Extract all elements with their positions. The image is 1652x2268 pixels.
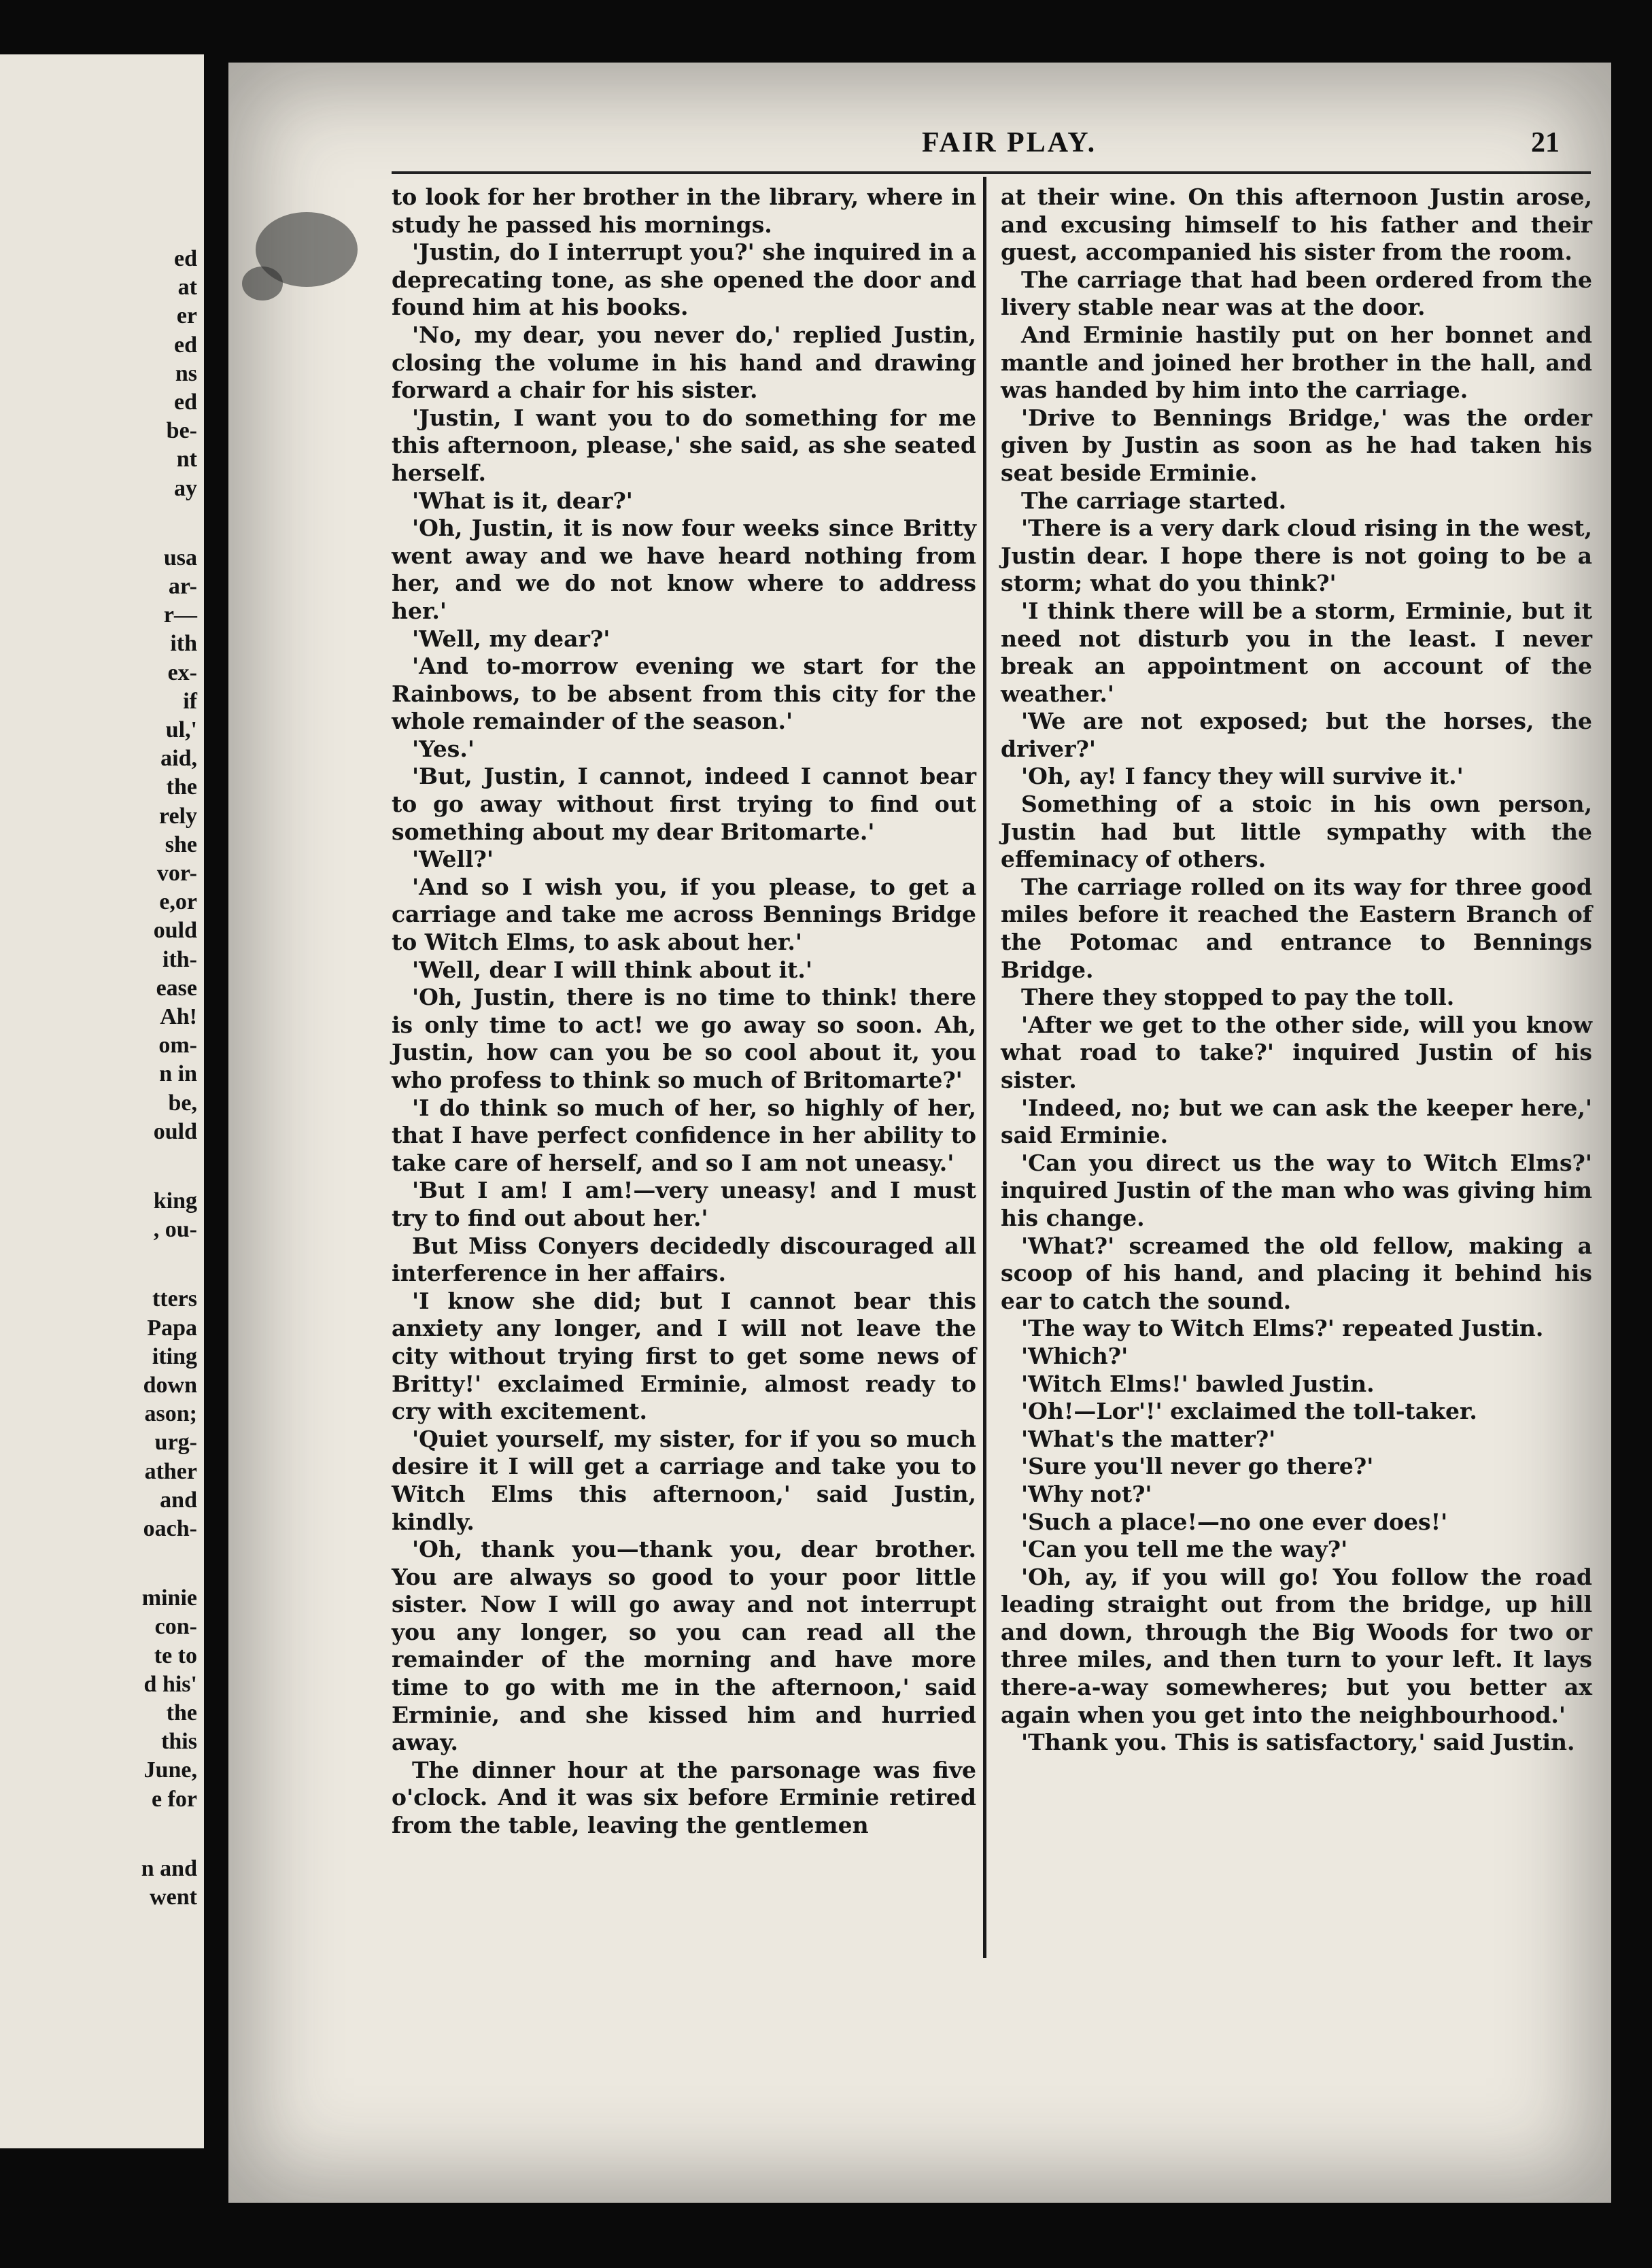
fragment-line: be- (166, 418, 197, 444)
paragraph: 'Justin, do I interrupt you?' she inquired in a deprecating tone, as she opened the door and found him at his books. (392, 239, 976, 321)
fragment-line: e,or (159, 889, 197, 915)
running-title: FAIR PLAY. (922, 127, 1097, 158)
paragraph: 'And so I wish you, if you please, to get a carriage and take me across Bennings Bridge to Witch Elms, to ask about her.' (392, 873, 976, 956)
fragment-line: minie (141, 1585, 197, 1611)
fragment-line: om- (158, 1033, 197, 1059)
fragment-line: con- (154, 1614, 197, 1640)
paragraph: The carriage started. (1021, 487, 1287, 514)
paragraph: But Miss Conyers decidedly discouraged all interference in her affairs. (392, 1232, 976, 1287)
fragment-line: nt (176, 447, 197, 472)
fragment-line: ar- (168, 574, 197, 599)
fragment-line: went (150, 1885, 197, 1910)
paragraph: 'Thank you. This is satisfactory,' said Justin. (1021, 1729, 1575, 1756)
paragraph: 'Can you tell me the way?' (1021, 1536, 1348, 1563)
header-rule (392, 171, 1591, 174)
paragraph: The carriage that had been ordered from the livery stable near was at the door. (1001, 266, 1592, 321)
fragment-line: king (153, 1188, 197, 1214)
fragment-line: ease (156, 975, 197, 1001)
paragraph: 'I think there will be a storm, Erminie, but it need not disturb you in the least. I never break an appointment on account of the weather.' (1001, 597, 1592, 707)
ink-blot (242, 267, 283, 300)
fragment-line: urg- (154, 1430, 197, 1456)
fragment-line: this (161, 1729, 197, 1755)
fragment-line: r— (163, 602, 197, 628)
fragment-line: June, (143, 1757, 197, 1783)
paragraph: 'Well, dear I will think about it.' (412, 956, 812, 983)
paragraph: to look for her brother in the library, where in study he passed his mornings. (392, 184, 976, 238)
paragraph: 'Well?' (412, 846, 494, 873)
paragraph: 'Oh, Justin, it is now four weeks since Britty went away and we have heard nothing from her, and we do not know where to address her.' (392, 515, 976, 624)
text-column-left (392, 184, 976, 1840)
paragraph: 'Justin, I want you to do something for me this afternoon, please,' she said, as she seated herself. (392, 404, 976, 486)
paragraph: at their wine. On this afternoon Justin arose, and excusing himself to his father and their guest, accompanied his sister from the room. (1001, 184, 1592, 266)
fragment-line: n in (159, 1061, 197, 1087)
text-column-right (1001, 184, 1592, 1757)
fragment-line: ather (144, 1458, 197, 1484)
fragment-line: e for (151, 1786, 197, 1812)
page-number: 21 (1531, 127, 1560, 158)
fragment-line: she (165, 831, 197, 857)
fragment-line: ex- (167, 659, 197, 685)
fragment-line: rely (158, 803, 197, 829)
fragment-line: vor- (156, 861, 197, 886)
paragraph: 'Sure you'll never go there?' (1021, 1453, 1374, 1480)
paragraph: 'What's the matter?' (1021, 1425, 1276, 1452)
paragraph: 'Well, my dear?' (412, 625, 610, 652)
fragment-line: iting (152, 1343, 197, 1369)
fragment-line: te to (154, 1643, 197, 1668)
paragraph: 'But I am! I am!—very uneasy! and I must try to find out about her.' (392, 1177, 976, 1231)
fragment-line: ould (153, 918, 197, 944)
fragment-line: ed (174, 390, 197, 415)
fragment-line: and (160, 1487, 197, 1513)
fragment-line: tters (152, 1286, 197, 1312)
paragraph: 'Oh, ay, if you will go! You follow the road leading straight out from the bridge, up hill and down, through the Big Woods for two or three miles, and then turn to your left. It lays there-a-way somewheres; but you better ax again when you get into the neighbourhood.' (1001, 1563, 1592, 1728)
fragment-line: ul,' (165, 717, 197, 742)
paragraph: The dinner hour at the parsonage was five o'clock. And it was six before Erminie retired from the table, leaving the gentlemen (392, 1756, 976, 1839)
fragment-line: ould (153, 1118, 197, 1144)
fragment-line: ed (174, 332, 197, 358)
fragment-line: ay (174, 475, 197, 501)
paragraph: 'There is a very dark cloud rising in the west, Justin dear. I hope there is not going to be a storm; what do you think?' (1001, 515, 1592, 597)
paragraph: 'Quiet yourself, my sister, for if you so much desire it I will get a carriage and take you to Witch Elms this afternoon,' said Justin, kindly. (392, 1425, 976, 1535)
fragment-line: at (177, 275, 197, 300)
paragraph: 'After we get to the other side, will you know what road to take?' inquired Justin of his sister. (1001, 1011, 1592, 1093)
fragment-line: ason; (144, 1401, 197, 1427)
paragraph: 'The way to Witch Elms?' repeated Justin. (1021, 1315, 1544, 1342)
paragraph: The carriage rolled on its way for three good miles before it reached the Eastern Branch of the Potomac and entrance to Bennings Bridge. (1001, 873, 1592, 983)
paragraph: 'Oh, thank you—thank you, dear brother. You are always so good to your poor little sister. Now I will go away and not interrupt you any longer, so you can read all the remainder of the morning and have more time to go with me in the afternoon,' said Erminie, and she kissed him and hurried away. (392, 1536, 976, 1756)
paragraph: 'Drive to Bennings Bridge,' was the order given by Justin as soon as he had taken his seat beside Erminie. (1001, 404, 1592, 486)
paragraph: 'I do think so much of her, so highly of her, that I have perfect confidence in her ability to take care of herself, and so I am not uneasy.' (392, 1094, 976, 1176)
fragment-line: ed (174, 246, 197, 271)
paragraph: 'Why not?' (1021, 1480, 1152, 1507)
paragraph: 'Oh, Justin, there is no time to think! there is only time to act! we go away so soon. Ah, Justin, how can you be so cool about it, you who profess to think so much of Britomarte?' (392, 984, 976, 1093)
paragraph: 'Can you direct us the way to Witch Elms?' inquired Justin of the man who was giving him his change. (1001, 1149, 1592, 1231)
paragraph: 'And to-morrow evening we start for the Rainbows, to be absent from this city for the whole remainder of the season.' (392, 653, 976, 735)
paragraph: And Erminie hastily put on her bonnet and mantle and joined her brother in the hall, and was handed by him into the carriage. (1001, 321, 1592, 404)
newspaper-page (228, 63, 1611, 2203)
paragraph: 'I know she did; but I cannot bear this anxiety any longer, and I will not leave the city without trying first to get some news of Britty!' exclaimed Erminie, almost ready to cry with excitement. (392, 1287, 976, 1425)
paragraph: 'Oh!—Lor'!' exclaimed the toll-taker. (1021, 1398, 1477, 1425)
fragment-line: the (166, 774, 197, 800)
fragment-line: down (143, 1373, 197, 1398)
fragment-line: ns (175, 360, 197, 386)
fragment-line: the (166, 1700, 197, 1725)
paragraph: 'We are not exposed; but the horses, the driver?' (1001, 708, 1592, 762)
fragment-line: Papa (147, 1315, 197, 1341)
paragraph: 'Indeed, no; but we can ask the keeper here,' said Erminie. (1001, 1094, 1592, 1149)
paragraph: 'Which?' (1021, 1342, 1129, 1369)
fragment-line: er (176, 303, 197, 329)
fragment-line: oach- (143, 1516, 197, 1541)
paragraph: There they stopped to pay the toll. (1021, 984, 1455, 1011)
column-divider (983, 177, 986, 1958)
fragment-line: ith- (162, 946, 197, 972)
fragment-line: Ah! (160, 1004, 197, 1029)
paragraph: 'What is it, dear?' (412, 487, 633, 514)
fragment-line: ith (170, 631, 197, 657)
fragment-line: be, (168, 1090, 197, 1116)
fragment-line: if (183, 688, 197, 714)
paragraph: Something of a stoic in his own person, Justin had but little sympathy with the effeminacy of others. (1001, 791, 1592, 873)
paragraph: 'Witch Elms!' bawled Justin. (1021, 1370, 1375, 1397)
paragraph: 'No, my dear, you never do,' replied Justin, closing the volume in his hand and drawing forward a chair for his sister. (392, 321, 976, 404)
paragraph: 'But, Justin, I cannot, indeed I cannot bear to go away without first trying to find out something about my dear Britomarte.' (392, 763, 976, 845)
fragment-line: , ou- (153, 1217, 197, 1243)
paragraph: 'Oh, ay! I fancy they will survive it.' (1021, 763, 1464, 790)
fragment-line: aid, (160, 746, 197, 772)
fragment-line: n and (141, 1855, 197, 1881)
paragraph: 'Yes.' (412, 735, 475, 762)
adjacent-page-fragment (0, 54, 208, 2148)
page-header (228, 122, 1611, 163)
paragraph: 'What?' screamed the old fellow, making a scoop of his hand, and placing it behind his ear to catch the sound. (1001, 1232, 1592, 1314)
paragraph: 'Such a place!—no one ever does!' (1021, 1508, 1448, 1535)
fragment-line: d his' (143, 1671, 197, 1697)
fragment-line: usa (163, 545, 197, 570)
